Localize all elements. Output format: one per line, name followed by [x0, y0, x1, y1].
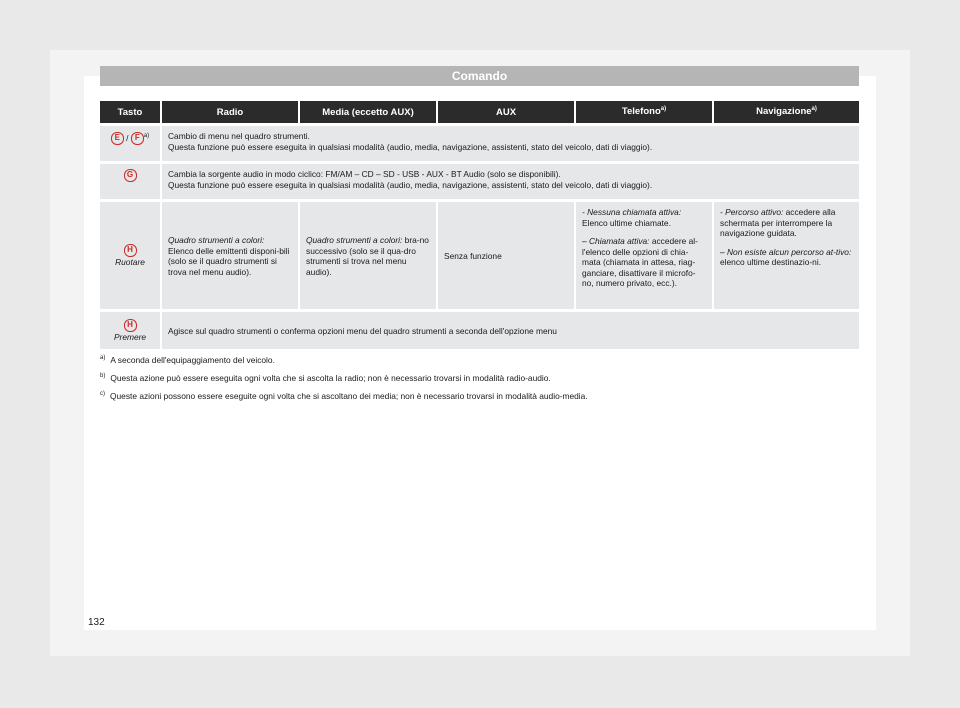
ruotare-telefono-cell — [576, 199, 714, 309]
footnote-b: $^{b)}$ Questa azione può essere eseguita ogni volta che si ascolta la radio; non è necessario trovarsi in modalità radio-audio. — [100, 372, 551, 383]
table-row-g — [100, 161, 859, 199]
telefono-title-2: – Chiamata attiva: — [582, 236, 650, 246]
ruotare-aux-cell — [438, 199, 576, 309]
telefono-text-1: Elenco ultime chiamate. — [582, 217, 671, 228]
key-cell-h-premere — [100, 309, 162, 349]
ef-line-2: Questa funzione può essere eseguita in qualsiasi modalità (audio, media, navigazione, assistenti, stato del veicolo, dati di viaggio). — [168, 141, 653, 152]
ruotare-media-cell — [300, 199, 438, 309]
col-header-telefono — [576, 101, 714, 123]
aux-text: Senza funzione — [444, 250, 502, 261]
g-line-2: Questa funzione può essere eseguita in qualsiasi modalità (audio, media, navigazione, assistenti, stato del veicolo, dati di viaggio). — [168, 179, 653, 190]
footnote-c: $^{c)}$ Queste azioni possono essere eseguite ogni volta che si ascoltano dei media; non è necessario trovarsi in modalità audio-media. — [100, 390, 588, 401]
footnote-a: $^{a)}$ A seconda dell'equipaggiamento del veicolo. — [100, 354, 275, 365]
key-separator: / — [123, 132, 131, 143]
key-g-icon: G — [124, 169, 137, 182]
key-cell-g — [100, 161, 162, 199]
telefono-footnote-mark: a) — [660, 106, 667, 113]
telefono-title-1: - Nessuna chiamata attiva: — [582, 207, 682, 217]
col-header-media: Media (eccetto AUX) — [300, 101, 438, 123]
col-header-radio: Radio — [162, 101, 300, 123]
radio-text: Elenco delle emittenti disponi-bili (solo se il quadro strumenti si trova nel menu audio). — [168, 245, 290, 277]
ef-description — [162, 123, 859, 161]
table-title: Comando — [100, 66, 859, 86]
col-header-aux: AUX — [438, 101, 576, 123]
premere-label: Premere — [113, 332, 147, 343]
table-row-h-premere — [100, 309, 859, 349]
navigazione-footnote-mark: a) — [811, 106, 817, 113]
premere-description: Agisce sul quadro strumenti o conferma opzioni menu del quadro strumenti a seconda dell'opzione menu — [162, 309, 859, 349]
ef-footnote-mark: a) — [143, 133, 150, 139]
key-h-icon: H — [124, 244, 137, 257]
ef-line-1: Cambio di menu nel quadro strumenti. — [168, 131, 310, 141]
command-table — [100, 101, 859, 349]
table-header-row — [100, 101, 859, 123]
col-header-key: Tasto — [100, 101, 162, 123]
nav-text-2: elenco ultime destinazio-ni. — [720, 257, 822, 267]
table-row-h-ruotare — [100, 199, 859, 309]
nav-text-1: accedere alla schermata per interrompere la navigazione guidata. — [720, 207, 836, 238]
page-number: 132 — [88, 617, 105, 628]
navigazione-label: Navigazione — [756, 106, 812, 118]
g-line-1: Cambia la sorgente audio in modo ciclico: FM/AM – CD – SD - USB - AUX - BT Audio (solo se disponibili). — [168, 169, 561, 179]
key-e-icon: E — [111, 132, 124, 145]
g-description — [162, 161, 859, 199]
table-row-ef — [100, 123, 859, 161]
nav-title-1: - Percorso attivo: — [720, 207, 784, 217]
media-title: Quadro strumenti a colori: — [306, 235, 403, 245]
telefono-label: Telefono — [621, 106, 661, 118]
ruotare-navigazione-cell — [714, 199, 859, 309]
nav-title-2: – Non esiste alcun percorso at-tivo: — [720, 246, 852, 257]
key-cell-h-ruotare — [100, 199, 162, 309]
ruotare-label: Ruotare — [115, 257, 145, 268]
ruotare-radio-cell — [162, 199, 300, 309]
key-f-icon: F — [131, 132, 144, 145]
telefono-text-2: accedere al-l'elenco delle opzioni di chia-mata (chiamata in attesa, riag-ganciare, disattivare il microfo-no, numero privato, ecc.). — [582, 236, 698, 288]
radio-title: Quadro strumenti a colori: — [168, 235, 265, 245]
media-text: bra-no successivo (solo se il qua-dro strumenti si trova nel menu audio). — [306, 235, 429, 277]
key-cell-ef — [100, 123, 162, 161]
key-h-icon: H — [124, 319, 137, 332]
footnotes — [100, 352, 859, 405]
col-header-navigazione — [714, 101, 859, 123]
